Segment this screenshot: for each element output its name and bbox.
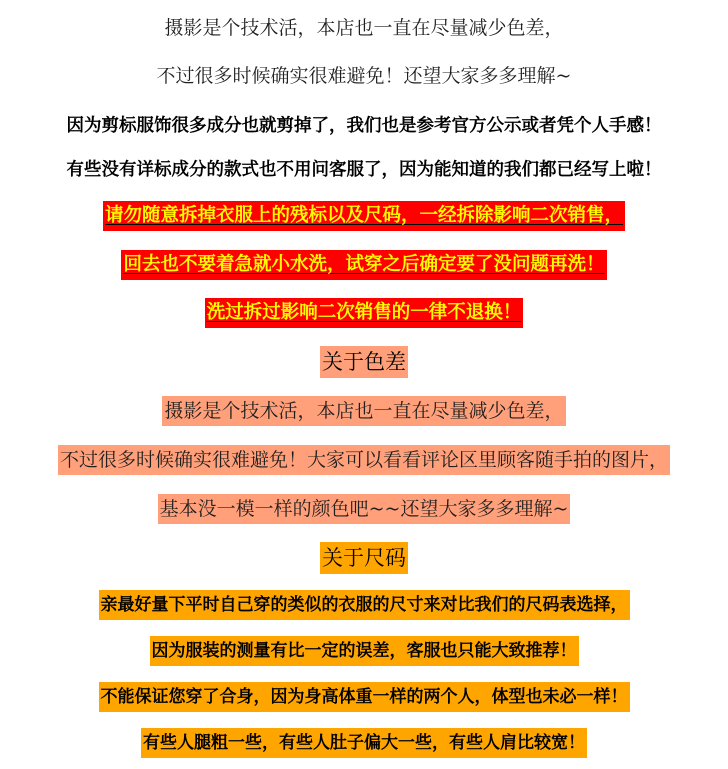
size-section-line-1: 亲最好量下平时自己穿的类似的衣服的尺寸来对比我们的尺码表选择， — [0, 590, 728, 620]
tags-notice-line-2: 有些没有详标成分的款式也不用问客服了，因为能知道的我们都已经写上啦！ — [66, 160, 662, 180]
color-section-line-1: 摄影是个技术活，本店也一直在尽量减少色差， — [0, 396, 728, 426]
color-section-line-3: 基本没一模一样的颜色吧~~还望大家多多理解~ — [0, 494, 728, 524]
warning-line-1: 请勿随意拆掉衣服上的残标以及尺码，一经拆除影响二次销售， — [0, 201, 728, 231]
warning-line-3: 洗过拆过影响二次销售的一律不退换！ — [0, 298, 728, 328]
size-section-line-2: 因为服装的测量有比一定的误差，客服也只能大致推荐！ — [0, 636, 728, 666]
color-section-heading: 关于色差 — [0, 346, 728, 378]
warning-line-2: 回去也不要着急就小水洗，试穿之后确定要了没问题再洗！ — [0, 250, 728, 280]
color-section-line-2: 不过很多时候确实很难避免！大家可以看看评论区里顾客随手拍的图片， — [0, 445, 728, 475]
tags-notice-line-1: 因为剪标服饰很多成分也就剪掉了，我们也是参考官方公示或者凭个人手感！ — [66, 116, 662, 136]
size-section-line-3: 不能保证您穿了合身，因为身高体重一样的两个人，体型也未必一样！ — [0, 682, 728, 712]
size-section-line-4: 有些人腿粗一些，有些人肚子偏大一些，有些人肩比较宽！ — [0, 728, 728, 758]
size-section-heading: 关于尺码 — [0, 542, 728, 574]
intro-line-1: 摄影是个技术活，本店也一直在尽量减少色差， — [164, 17, 564, 39]
intro-line-2: 不过很多时候确实很难避免！还望大家多多理解~ — [156, 65, 572, 87]
